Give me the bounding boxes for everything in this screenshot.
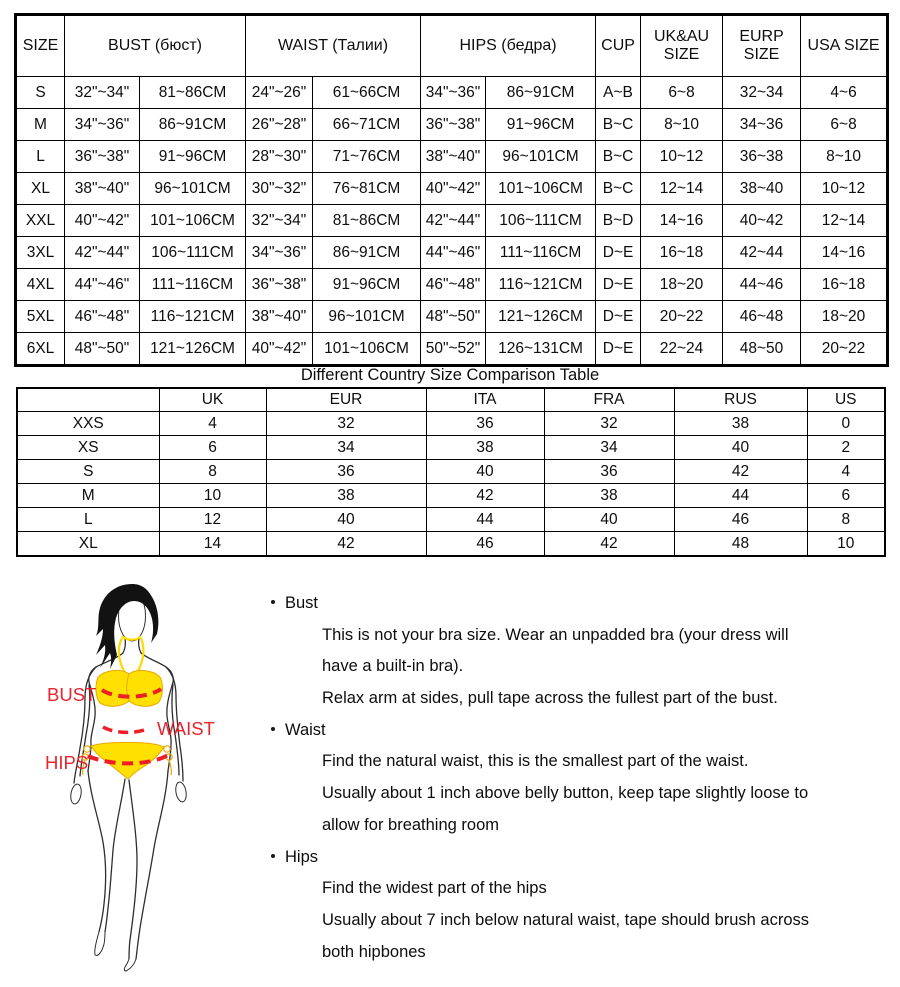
table-cell: 91~96CM [486,109,596,141]
table-cell: 40 [426,460,544,484]
table-cell: 8 [807,508,885,532]
table-cell: B~C [596,141,641,173]
table-cell: 42 [266,532,426,557]
size-chart-table [14,13,889,367]
figure-illustration [25,570,255,987]
table-cell: 10~12 [641,141,723,173]
table-cell: 34"~36" [65,109,140,141]
table-cell: 14 [159,532,266,557]
table-cell: 40"~42" [421,173,486,205]
table-row [16,269,888,301]
table-cell: 66~71CM [313,109,421,141]
table-row [16,205,888,237]
table-cell: 76~81CM [313,173,421,205]
bullet-icon [271,727,275,731]
table-cell: S [17,460,159,484]
guide-line: Find the natural waist, this is the smallest part of the waist. [322,752,749,771]
table-cell: 71~76CM [313,141,421,173]
table-cell: 40 [544,508,674,532]
table-cell: XL [17,532,159,557]
header-fra: FRA [544,388,674,412]
guide-line: Usually about 7 inch below natural waist, tape should brush across [322,910,810,929]
table-cell: 38"~40" [246,301,313,333]
table-cell: 12~14 [801,205,888,237]
table-cell: 42"~44" [421,205,486,237]
table-row [17,460,885,484]
table-cell: D~E [596,237,641,269]
guide-line: have a built-in bra). [322,657,464,676]
table-row [17,484,885,508]
table-cell: 116~121CM [486,269,596,301]
table-cell: 50"~52" [421,333,486,366]
table-cell: 91~96CM [313,269,421,301]
table-cell: 48"~50" [421,301,486,333]
table-cell: 121~126CM [140,333,246,366]
table-cell: 32~34 [723,77,801,109]
table-cell: XL [16,173,65,205]
table-cell: 8 [159,460,266,484]
header-uk: UK [159,388,266,412]
table-cell: A~B [596,77,641,109]
table-cell: XXL [16,205,65,237]
table-cell: 96~101CM [140,173,246,205]
size-table-header-row [16,15,888,77]
table-row [16,173,888,205]
table-cell: 101~106CM [140,205,246,237]
table-row [16,237,888,269]
table-cell: 42"~44" [65,237,140,269]
table-cell: 40 [266,508,426,532]
table-cell: 20~22 [801,333,888,366]
table-cell: 16~18 [801,269,888,301]
table-cell: 36"~38" [421,109,486,141]
table-cell: 42 [544,532,674,557]
table-cell: 36 [544,460,674,484]
table-cell: 40"~42" [246,333,313,366]
table-row [16,77,888,109]
header-usa-size: USA SIZE [801,15,888,77]
table-cell: 42~44 [723,237,801,269]
table-cell: 48 [674,532,807,557]
table-cell: S [16,77,65,109]
header-eurp-size: EURP SIZE [723,15,801,77]
table-cell: 6 [159,436,266,460]
header-waist: WAIST (Талии) [246,15,421,77]
table-cell: 10 [807,532,885,557]
table-row [16,333,888,366]
comparison-header-row [17,388,885,412]
table-cell: 106~111CM [486,205,596,237]
guide-section-waist [268,715,896,747]
bullet-icon [271,600,275,604]
table-cell: 30"~32" [246,173,313,205]
table-cell: 48~50 [723,333,801,366]
table-cell: 38 [544,484,674,508]
table-cell: 86~91CM [313,237,421,269]
table-cell: XS [17,436,159,460]
table-cell: 101~106CM [313,333,421,366]
table-cell: 96~101CM [486,141,596,173]
guide-section-bust [268,588,896,620]
table-cell: 101~106CM [486,173,596,205]
table-cell: 91~96CM [140,141,246,173]
table-cell: 42 [674,460,807,484]
figure-body-outline [69,591,187,971]
table-cell: 38~40 [723,173,801,205]
table-cell: 28"~30" [246,141,313,173]
guide-section-title: Waist [285,720,326,739]
table-row [17,508,885,532]
table-cell: 44 [426,508,544,532]
header-blank [17,388,159,412]
table-cell: 36"~38" [246,269,313,301]
measurement-figure [25,570,255,987]
header-ita: ITA [426,388,544,412]
comparison-table-body [17,412,885,557]
table-cell: 34"~36" [421,77,486,109]
table-cell: 4XL [16,269,65,301]
measurement-guide [268,588,896,968]
table-cell: 126~131CM [486,333,596,366]
table-cell: M [17,484,159,508]
table-cell: 16~18 [641,237,723,269]
header-cup: CUP [596,15,641,77]
table-cell: 6~8 [801,109,888,141]
table-cell: 106~111CM [140,237,246,269]
size-table-body [16,77,888,366]
table-cell: 6 [807,484,885,508]
table-cell: 81~86CM [140,77,246,109]
table-cell: XXS [17,412,159,436]
table-cell: 38 [674,412,807,436]
header-eur: EUR [266,388,426,412]
table-cell: 38"~40" [65,173,140,205]
table-cell: L [16,141,65,173]
table-cell: 32"~34" [65,77,140,109]
table-cell: 32 [544,412,674,436]
table-cell: 46"~48" [65,301,140,333]
bust-label: BUST [47,684,97,705]
table-cell: 18~20 [801,301,888,333]
table-row [16,301,888,333]
table-cell: 34"~36" [246,237,313,269]
table-cell: B~D [596,205,641,237]
table-cell: 26"~28" [246,109,313,141]
table-cell: 40 [674,436,807,460]
table-cell: 111~116CM [140,269,246,301]
header-size: SIZE [16,15,65,77]
table-cell: 10~12 [801,173,888,205]
table-cell: 12 [159,508,266,532]
table-row [17,412,885,436]
table-cell: D~E [596,333,641,366]
table-cell: 22~24 [641,333,723,366]
table-cell: 4 [807,460,885,484]
table-cell: 10 [159,484,266,508]
guide-line: This is not your bra size. Wear an unpadded bra (your dress will [322,625,789,644]
waist-measure-line [103,727,149,732]
table-cell: 36"~38" [65,141,140,173]
table-cell: 61~66CM [313,77,421,109]
table-cell: 36~38 [723,141,801,173]
guide-line: Usually about 1 inch above belly button, keep tape slightly loose to [322,784,809,803]
table-cell: D~E [596,301,641,333]
table-cell: 38 [266,484,426,508]
table-cell: 40"~42" [65,205,140,237]
table-cell: 34 [266,436,426,460]
table-cell: 8~10 [641,109,723,141]
table-cell: 32 [266,412,426,436]
table-cell: 46"~48" [421,269,486,301]
table-cell: 6~8 [641,77,723,109]
table-cell: 2 [807,436,885,460]
table-cell: 111~116CM [486,237,596,269]
table-cell: 46 [674,508,807,532]
table-cell: 86~91CM [486,77,596,109]
table-cell: 86~91CM [140,109,246,141]
table-cell: 42 [426,484,544,508]
table-cell: 38 [426,436,544,460]
table-cell: 3XL [16,237,65,269]
table-cell: 46 [426,532,544,557]
table-cell: 46~48 [723,301,801,333]
table-cell: 121~126CM [486,301,596,333]
table-cell: 32"~34" [246,205,313,237]
guide-line: allow for breathing room [322,815,500,834]
guide-line: Relax arm at sides, pull tape across the fullest part of the bust. [322,689,778,708]
table-cell: M [16,109,65,141]
table-cell: 4 [159,412,266,436]
table-cell: B~C [596,173,641,205]
table-row [17,436,885,460]
table-cell: 34 [544,436,674,460]
guide-section-title: Hips [285,847,319,866]
table-cell: 34~36 [723,109,801,141]
guide-section-hips [268,842,896,874]
table-cell: 8~10 [801,141,888,173]
table-cell: 40~42 [723,205,801,237]
table-cell: 12~14 [641,173,723,205]
table-cell: 44"~46" [65,269,140,301]
table-cell: 44"~46" [421,237,486,269]
guide-section-title: Bust [285,594,319,612]
header-ukau-size: UK&AU SIZE [641,15,723,77]
hips-label: HIPS [45,752,89,773]
country-comparison-table [16,387,886,557]
comparison-table-title: Different Country Size Comparison Table [300,366,600,384]
guide-line: both hipbones [322,942,426,961]
table-cell: 14~16 [801,237,888,269]
table-cell: 5XL [16,301,65,333]
table-cell: D~E [596,269,641,301]
table-cell: 96~101CM [313,301,421,333]
table-cell: 44~46 [723,269,801,301]
header-rus: RUS [674,388,807,412]
table-cell: B~C [596,109,641,141]
table-cell: 116~121CM [140,301,246,333]
guide-line: Find the widest part of the hips [322,879,547,898]
table-cell: 36 [426,412,544,436]
bullet-icon [271,854,275,858]
table-cell: 81~86CM [313,205,421,237]
bikini-top [96,670,163,706]
table-cell: 48"~50" [65,333,140,366]
waist-label: WAIST [157,718,215,739]
table-cell: 4~6 [801,77,888,109]
table-cell: 36 [266,460,426,484]
header-hips: HIPS (бедра) [421,15,596,77]
table-cell: 44 [674,484,807,508]
table-cell: 14~16 [641,205,723,237]
table-row [17,532,885,557]
table-cell: L [17,508,159,532]
table-cell: 0 [807,412,885,436]
table-row [16,141,888,173]
header-bust: BUST (бюст) [65,15,246,77]
table-cell: 20~22 [641,301,723,333]
table-cell: 18~20 [641,269,723,301]
table-row [16,109,888,141]
table-cell: 24"~26" [246,77,313,109]
table-cell: 6XL [16,333,65,366]
table-cell: 38"~40" [421,141,486,173]
header-us: US [807,388,885,412]
